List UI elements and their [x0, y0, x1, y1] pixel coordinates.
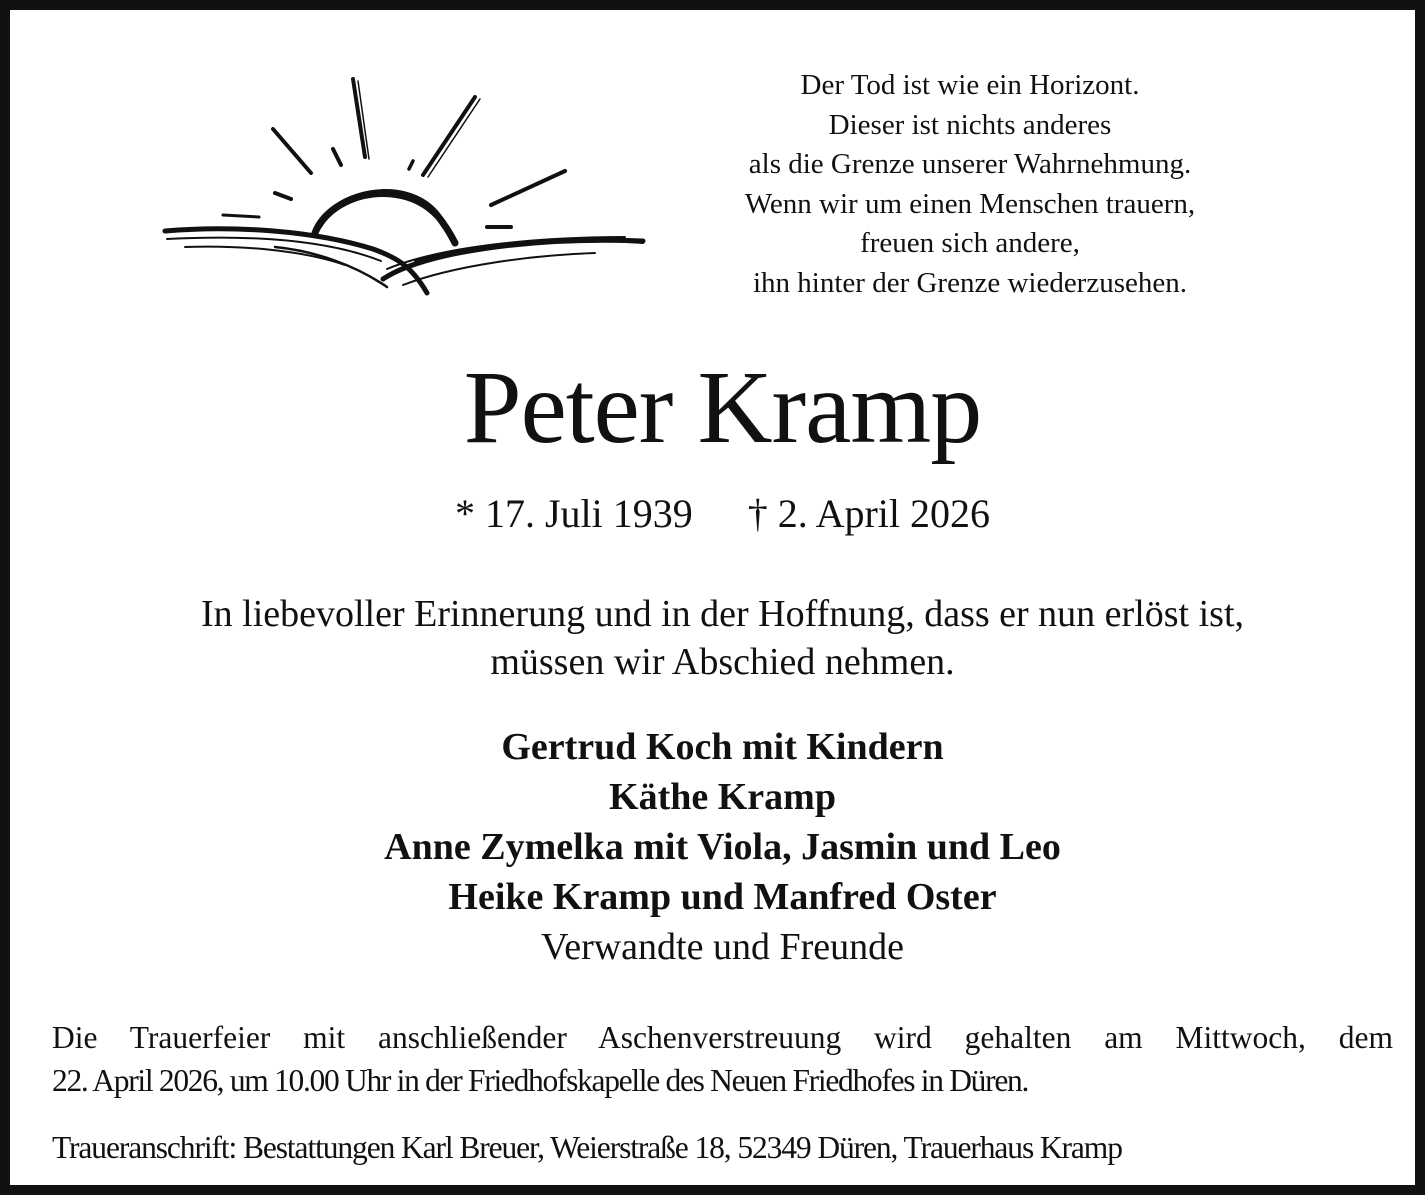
ceremony-line: 22. April 2026, um 10.00 Uhr in der Friedhofskapelle des Neuen Friedhofes in Düren.: [52, 1063, 1029, 1098]
memory-text: [10, 590, 1425, 686]
deceased-name: Peter Kramp: [463, 350, 982, 465]
sunset-icon: [155, 65, 655, 305]
poem-line: als die Grenze unserer Wahrnehmung.: [748, 148, 1192, 180]
ceremony-line: Die Trauerfeier mit anschließender Aschenverstreuung wird gehalten am Mittwoch, dem: [52, 1020, 1393, 1055]
life-dates: [10, 490, 1425, 538]
mourner-name: Gertrud Koch mit Kindern: [501, 726, 944, 768]
mourner-name: Anne Zymelka mit Viola, Jasmin und Leo: [384, 826, 1061, 868]
poem-line: ihn hinter der Grenze wiederzusehen.: [753, 266, 1187, 299]
mourners-list: [10, 722, 1425, 972]
mourners-others: Verwandte und Freunde: [540, 926, 904, 968]
poem: [660, 66, 1280, 303]
poem-line: Dieser ist nichts anderes: [828, 108, 1112, 141]
memory-line: müssen wir Abschied nehmen.: [490, 641, 955, 683]
mourner-name: Käthe Kramp: [609, 776, 836, 818]
memory-line: In liebevoller Erinnerung und in der Hoffnung, dass er nun erlöst ist,: [200, 593, 1244, 635]
birth-date: * 17. Juli 1939: [454, 491, 693, 536]
death-date: † 2. April 2026: [747, 491, 991, 536]
ceremony-info: [52, 1016, 1393, 1102]
mourning-address: Traueranschrift: Bestattungen Karl Breuer, Weierstraße 18, 52349 Düren, Trauerhaus Kramp: [52, 1130, 1122, 1165]
poem-line: Der Tod ist wie ein Horizont.: [800, 69, 1140, 101]
mourner-name: Heike Kramp und Manfred Oster: [448, 876, 997, 918]
poem-line: Wenn wir um einen Menschen trauern,: [744, 187, 1196, 220]
poem-line: freuen sich andere,: [860, 227, 1080, 259]
